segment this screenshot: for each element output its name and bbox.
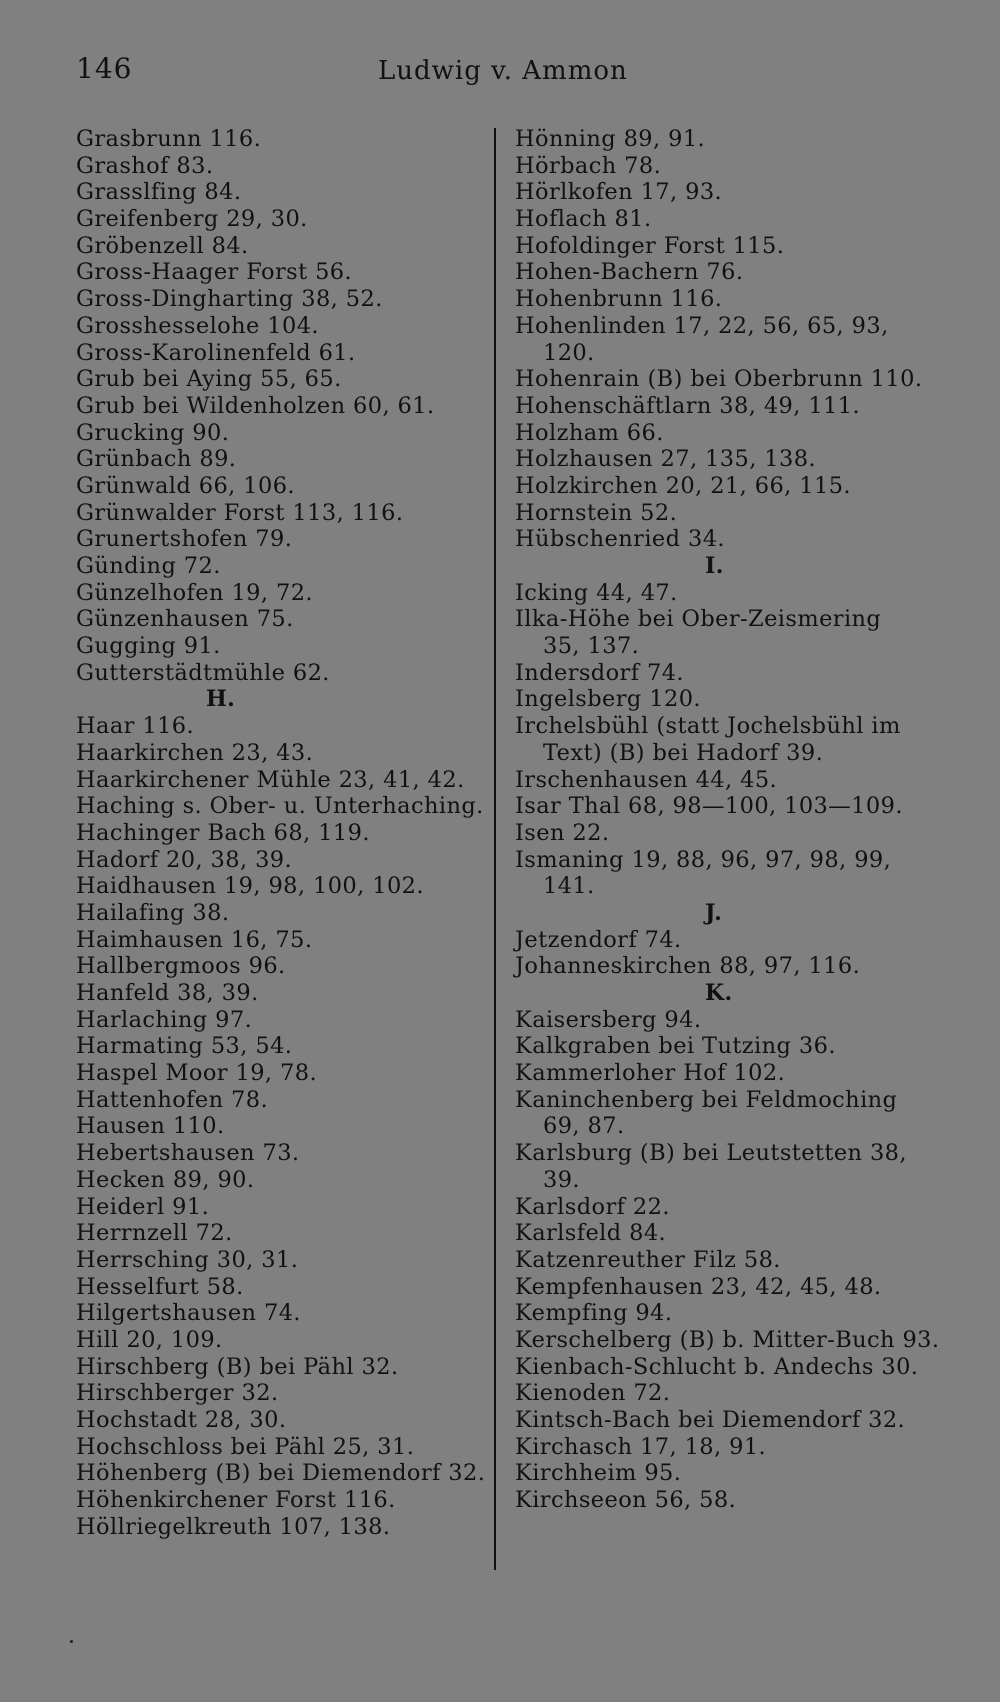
index-entry: Hattenhofen 78.: [76, 1086, 269, 1113]
index-entry: Günding 72.: [76, 553, 221, 579]
index-entry: Irchelsbühl (statt Jochelsbühl im: [515, 713, 901, 740]
running-title: Ludwig v. Ammon: [378, 56, 628, 86]
page-header: [76, 52, 936, 92]
index-entry: Grub bei Wildenholzen 60, 61.: [76, 392, 435, 419]
index-entry: Hohenbrunn 116.: [515, 286, 723, 313]
index-entry: Höhenkirchener Forst 116.: [76, 1487, 396, 1514]
index-entry: Grünwalder Forst 113, 116.: [76, 499, 404, 526]
index-entry: Grosshesselohe 104.: [76, 312, 319, 339]
index-entry: Jetzendorf 74.: [515, 926, 682, 953]
index-entry: Hohenschäftlarn 38, 49, 111.: [515, 392, 861, 419]
section-letter-heading: H.: [206, 686, 236, 713]
index-entry: Kirchheim 95.: [515, 1460, 682, 1487]
index-entry: Haspel Moor 19, 78.: [76, 1060, 318, 1087]
index-entry: Hirschberger 32.: [76, 1380, 279, 1407]
index-entry: Kaninchenberg bei Feldmoching: [515, 1086, 898, 1113]
index-entry-continuation: 39.: [543, 1166, 580, 1193]
index-entry: Höhenberg (B) bei Diemendorf 32.: [76, 1460, 486, 1487]
index-entry: Grashof 83.: [76, 152, 214, 179]
index-entry: Haar 116.: [76, 713, 195, 740]
index-entry: Grünbach 89.: [76, 446, 237, 473]
index-entry: Gross-Haager Forst 56.: [76, 259, 353, 286]
index-entry: Grasbrunn 116.: [76, 126, 262, 152]
index-entry: Herrsching 30, 31.: [76, 1246, 299, 1273]
section-letter-heading: K.: [705, 980, 733, 1006]
index-entry: Kerschelberg (B) b. Mitter-Buch 93.: [515, 1326, 940, 1353]
index-entry: Grasslfing 84.: [76, 179, 242, 206]
index-entry: Hanfeld 38, 39.: [76, 980, 259, 1006]
index-entry: Gutterstädtmühle 62.: [76, 659, 330, 686]
index-entry: Hadorf 20, 38, 39.: [76, 846, 293, 873]
index-entry: Kirchasch 17, 18, 91.: [515, 1433, 767, 1460]
left-index-column: [76, 126, 486, 1540]
index-entry: Hornstein 52.: [515, 499, 678, 526]
index-entry: Kalkgraben bei Tutzing 36.: [515, 1033, 836, 1060]
index-entry: Karlsdorf 22.: [515, 1193, 670, 1220]
index-entry: Hochschloss bei Pähl 25, 31.: [76, 1433, 415, 1460]
column-divider: [494, 128, 496, 1570]
index-entry: Isar Thal 68, 98—100, 103—109.: [515, 793, 903, 820]
index-entry: Hofoldinger Forst 115.: [515, 232, 785, 259]
index-entry: Höllriegelkreuth 107, 138.: [76, 1513, 391, 1540]
index-entry: Hirschberg (B) bei Pähl 32.: [76, 1353, 399, 1380]
paper-speck: [70, 1640, 73, 1643]
page-number: 146: [76, 52, 133, 85]
index-entry: Kammerloher Hof 102.: [515, 1060, 786, 1087]
index-entry: Grucking 90.: [76, 419, 230, 446]
index-entry: Kaisersberg 94.: [515, 1006, 702, 1033]
index-entry: Ingelsberg 120.: [515, 686, 701, 713]
section-letter-heading: J.: [705, 899, 723, 926]
index-entry: Indersdorf 74.: [515, 659, 684, 686]
index-entry: Gröbenzell 84.: [76, 232, 249, 259]
index-entry: Johanneskirchen 88, 97, 116.: [515, 953, 861, 980]
index-entry: Hebertshausen 73.: [76, 1140, 300, 1167]
right-index-column: [515, 126, 945, 1514]
index-entry: Hausen 110.: [76, 1113, 225, 1140]
index-entry: Herrnzell 72.: [76, 1220, 233, 1247]
index-entry: Hachinger Bach 68, 119.: [76, 819, 370, 846]
index-entry: Holzhausen 27, 135, 138.: [515, 446, 817, 473]
index-entry: Hohenrain (B) bei Oberbrunn 110.: [515, 366, 923, 393]
index-entry: Irschenhausen 44, 45.: [515, 766, 778, 793]
index-entry: Haching s. Ober- u. Unterhaching.: [76, 793, 484, 820]
index-entry: Ilka-Höhe bei Ober-Zeismering: [515, 606, 882, 633]
index-entry: Grunertshofen 79.: [76, 526, 293, 553]
index-entry: Hübschenried 34.: [515, 526, 725, 553]
index-entry: Haimhausen 16, 75.: [76, 926, 313, 953]
index-entry: Isen 22.: [515, 819, 610, 846]
index-entry: Gross-Dingharting 38, 52.: [76, 286, 383, 313]
index-entry-continuation: 69, 87.: [543, 1113, 625, 1140]
index-entry: Karlsfeld 84.: [515, 1220, 667, 1247]
index-entry: Kempfing 94.: [515, 1300, 673, 1327]
index-entry: Haarkirchen 23, 43.: [76, 739, 314, 766]
index-entry: Karlsburg (B) bei Leutstetten 38,: [515, 1140, 907, 1167]
index-entry: Hailafing 38.: [76, 899, 230, 926]
index-entry: Hörlkofen 17, 93.: [515, 179, 723, 206]
index-entry: Greifenberg 29, 30.: [76, 206, 308, 233]
index-entry: Günzenhausen 75.: [76, 606, 294, 633]
index-entry: Kienbach-Schlucht b. Andechs 30.: [515, 1353, 919, 1380]
index-entry: Holzkirchen 20, 21, 66, 115.: [515, 472, 851, 499]
index-entry: Günzelhofen 19, 72.: [76, 579, 313, 606]
index-entry: Hesselfurt 58.: [76, 1273, 244, 1300]
index-entry: Hallbergmoos 96.: [76, 953, 286, 980]
index-entry: Ismaning 19, 88, 96, 97, 98, 99,: [515, 846, 892, 873]
index-entry: Heiderl 91.: [76, 1193, 210, 1220]
index-entry: Kempfenhausen 23, 42, 45, 48.: [515, 1273, 882, 1300]
index-entry: Hoflach 81.: [515, 206, 652, 233]
index-entry-continuation: 141.: [543, 873, 595, 900]
index-entry: Hönning 89, 91.: [515, 126, 706, 152]
index-entry: Holzham 66.: [515, 419, 664, 446]
index-entry: Grub bei Aying 55, 65.: [76, 366, 342, 393]
index-entry: Haidhausen 19, 98, 100, 102.: [76, 873, 424, 900]
index-entry: Hohen-Bachern 76.: [515, 259, 744, 286]
index-entry: Hörbach 78.: [515, 152, 662, 179]
index-entry: Harmating 53, 54.: [76, 1033, 293, 1060]
index-entry: Hochstadt 28, 30.: [76, 1407, 287, 1433]
index-entry: Kienoden 72.: [515, 1380, 671, 1407]
section-letter-heading: I.: [705, 553, 724, 579]
index-entry: Harlaching 97.: [76, 1006, 253, 1033]
index-entry: Kintsch-Bach bei Diemendorf 32.: [515, 1407, 906, 1433]
index-entry: Kirchseeon 56, 58.: [515, 1487, 737, 1514]
index-entry: Hilgertshausen 74.: [76, 1300, 301, 1327]
index-entry: Gugging 91.: [76, 633, 221, 660]
index-entry: Katzenreuther Filz 58.: [515, 1246, 781, 1273]
index-entry-continuation: 120.: [543, 339, 595, 366]
index-entry: Hill 20, 109.: [76, 1326, 223, 1353]
index-entry-continuation: 35, 137.: [543, 633, 640, 660]
index-entry: Hecken 89, 90.: [76, 1166, 255, 1193]
index-entry: Haarkirchener Mühle 23, 41, 42.: [76, 766, 465, 793]
index-entry: Grünwald 66, 106.: [76, 472, 295, 499]
index-entry: Hohenlinden 17, 22, 56, 65, 93,: [515, 312, 889, 339]
index-entry: Gross-Karolinenfeld 61.: [76, 339, 356, 366]
index-entry: Icking 44, 47.: [515, 579, 678, 606]
index-entry-continuation: Text) (B) bei Hadorf 39.: [543, 739, 824, 766]
